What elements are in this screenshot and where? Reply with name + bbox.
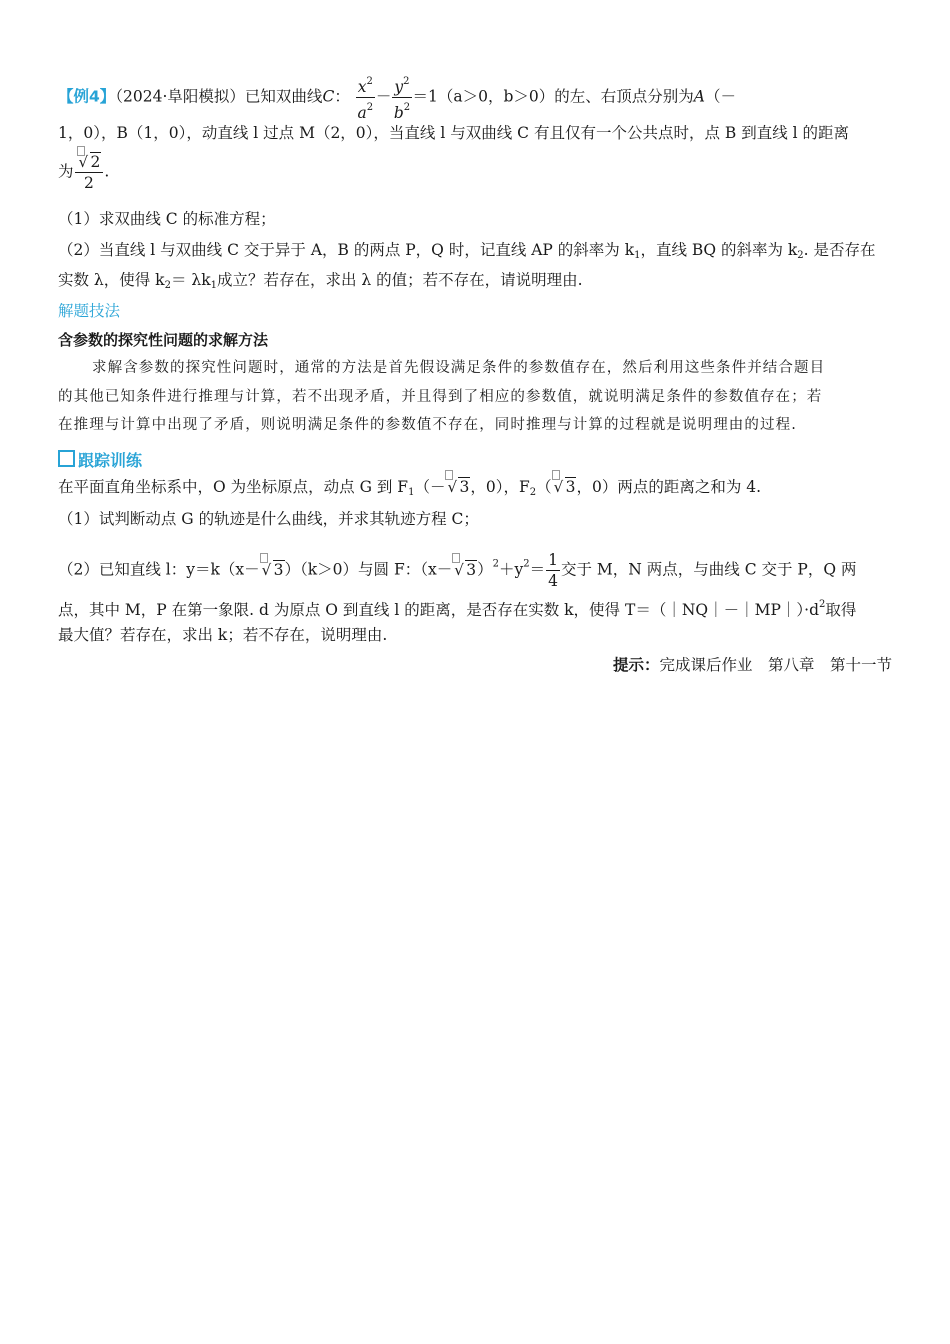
p1b: （－ [414, 478, 446, 496]
den: 4 [548, 572, 558, 590]
q2-d: 实数 λ，使得 k [58, 271, 165, 289]
radical-3: √ 3 [445, 476, 470, 498]
line-tail: （－ [705, 87, 737, 106]
colon: ： [334, 87, 350, 106]
question-2-line-1: （2）当直线 l 与双曲线 C 交于异于 A，B 的两点 P，Q 时，记直线 AP 的斜率为 $k_1$，直线 BQ 的斜率为 $k_2$. 是否存在 [58, 241, 876, 261]
equation-rest: ＝1（a＞0，b＞0）的左、右顶点分别为 [412, 87, 694, 106]
curve-name: C [322, 87, 335, 106]
example-line-2: 1，0），B（1，0），动直线 l 过点 M（2，0），当直线 l 与双曲线 C 有且仅有一个公共点时，点 B 到直线 l 的距离 [58, 124, 850, 142]
method-paragraph-2: 的其他已知条件进行推理与计算，若不出现矛盾，并且得到了相应的参数值，就说明满足条件的参数值存在；若 [58, 389, 823, 405]
q2d: ＋y [498, 560, 524, 579]
practice-heading-text: 跟踪训练 [78, 451, 143, 470]
distance-fraction [75, 152, 104, 193]
hint-label: 提示： [612, 656, 660, 674]
question-1: （1）求双曲线 C 的标准方程； [58, 210, 276, 228]
checkbox-icon [58, 450, 75, 467]
denominator: 2 [84, 174, 94, 192]
method-title: 含参数的探究性问题的求解方法 [58, 331, 269, 349]
num: 1 [548, 551, 558, 569]
p1c: ，0），F [470, 478, 530, 496]
method-paragraph-1: 求解含参数的探究性问题时，通常的方法是首先假设满足条件的参数值存在，然后利用这些条件并结合题目 [92, 360, 826, 376]
var-a: a [357, 104, 367, 122]
example-source: （2024·阜阳模拟） [115, 87, 245, 106]
method-heading: 解题技法 [58, 302, 121, 320]
practice-line-3: 点，其中 M，P 在第一象限. d 为原点 O 到直线 l 的距离，是否存在实数 k，使得 $T=(|NQ|-|MP|)\cdot d^2$取得 [58, 599, 857, 619]
p1d: （ [536, 478, 552, 496]
example-line-1: 【例4】（2024·阜阳模拟）已知双曲线C： $\frac{x^2}{a^2}$ － $\frac{y^2}{b^2}$ ＝1（a＞0，b＞0）的左、右顶点分别为A（－ [58, 72, 736, 123]
var-b: b [393, 104, 404, 122]
practice-question-2: （2）已知直线 l：y＝k（x－ √ 3）（k＞0）与圆 F：（x－ √ $3)^2+y^2=$ $\frac{1}{4}$ 交于 M，N 两点，与曲线 C 交于 P，Q 两 [58, 551, 857, 590]
l3: 点，其中 M，P 在第一象限. d 为原点 O 到直线 l 的距离，是否存在实数 k，使得 T＝（｜NQ｜－｜MP｜）·d [58, 601, 819, 619]
hint-line [613, 654, 892, 676]
suffix: . [104, 162, 110, 181]
q2c: ） [477, 560, 493, 579]
var-y: y [394, 78, 404, 96]
l3b: 取得 [825, 601, 857, 619]
q2-b: ，直线 BQ 的斜率为 k [640, 241, 798, 259]
radical-3c: √ 3 [260, 559, 285, 581]
fraction-y2-b2: $\frac{y^2}{b^2}$ [392, 72, 411, 123]
question-2-line-2: 实数 λ，使得 $k_2= \lambda k_1$成立？若存在，求出 λ 的值；若不存在，请说明理由. [58, 271, 583, 291]
q2b: ）（k＞0）与圆 F：（x－ [284, 560, 453, 579]
method-paragraph-3: 在推理与计算中出现了矛盾，则说明满足条件的参数值不存在，同时推理与计算的过程就是说明理由的过程. [58, 417, 797, 433]
q2e: ＝ [529, 560, 546, 579]
radicand: 3 [459, 478, 470, 496]
q2a: （2）已知直线 l：y＝k（x－ [58, 560, 260, 579]
prefix: 为 [58, 162, 74, 181]
example-tag: 【例4】 [58, 87, 116, 106]
q2-f: 成立？若存在，求出 λ 的值；若不存在，请说明理由. [216, 271, 583, 289]
q2-e: ＝ λk [170, 271, 211, 289]
var-x: x [357, 78, 367, 96]
radicand: 2 [90, 153, 101, 171]
radical-3b: √ 3 [552, 476, 577, 498]
q2f: 交于 M，N 两点，与曲线 C 交于 P，Q 两 [561, 560, 857, 579]
p1a: 在平面直角坐标系中，O 为坐标原点，动点 G 到 F [58, 478, 409, 496]
hint-text: 完成课后作业 第八章 第十一节 [659, 656, 892, 674]
radicand: 3 [273, 560, 284, 579]
q2-c: . 是否存在 [803, 241, 876, 259]
radical-3d: √ 3 [452, 559, 477, 581]
radical-2: √ 2 [77, 152, 102, 172]
point-a: A [693, 87, 705, 106]
q2-a: （2）当直线 l 与双曲线 C 交于异于 A，B 的两点 P，Q 时，记直线 AP 的斜率为 k [58, 241, 635, 259]
fraction-x2-a2: $\frac{x^2}{a^2}$ [356, 72, 375, 123]
practice-heading [58, 450, 142, 472]
fraction-1-4 [546, 550, 560, 591]
example-stem: 已知双曲线 [244, 87, 323, 106]
practice-line-4: 最大值？若存在，求出 k；若不存在，说明理由. [58, 626, 388, 644]
radicand: 3 [466, 560, 477, 579]
practice-line-1: 在平面直角坐标系中，O 为坐标原点，动点 G 到 $F_1(-$ √ 3，0），$F_2$（ √ 3，0）两点的距离之和为 4. [58, 476, 761, 504]
practice-question-1: （1）试判断动点 G 的轨迹是什么曲线，并求其轨迹方程 C； [58, 510, 479, 528]
example-line-3 [58, 152, 109, 193]
radicand: 3 [565, 478, 576, 496]
p1e: ，0）两点的距离之和为 4. [576, 478, 762, 496]
